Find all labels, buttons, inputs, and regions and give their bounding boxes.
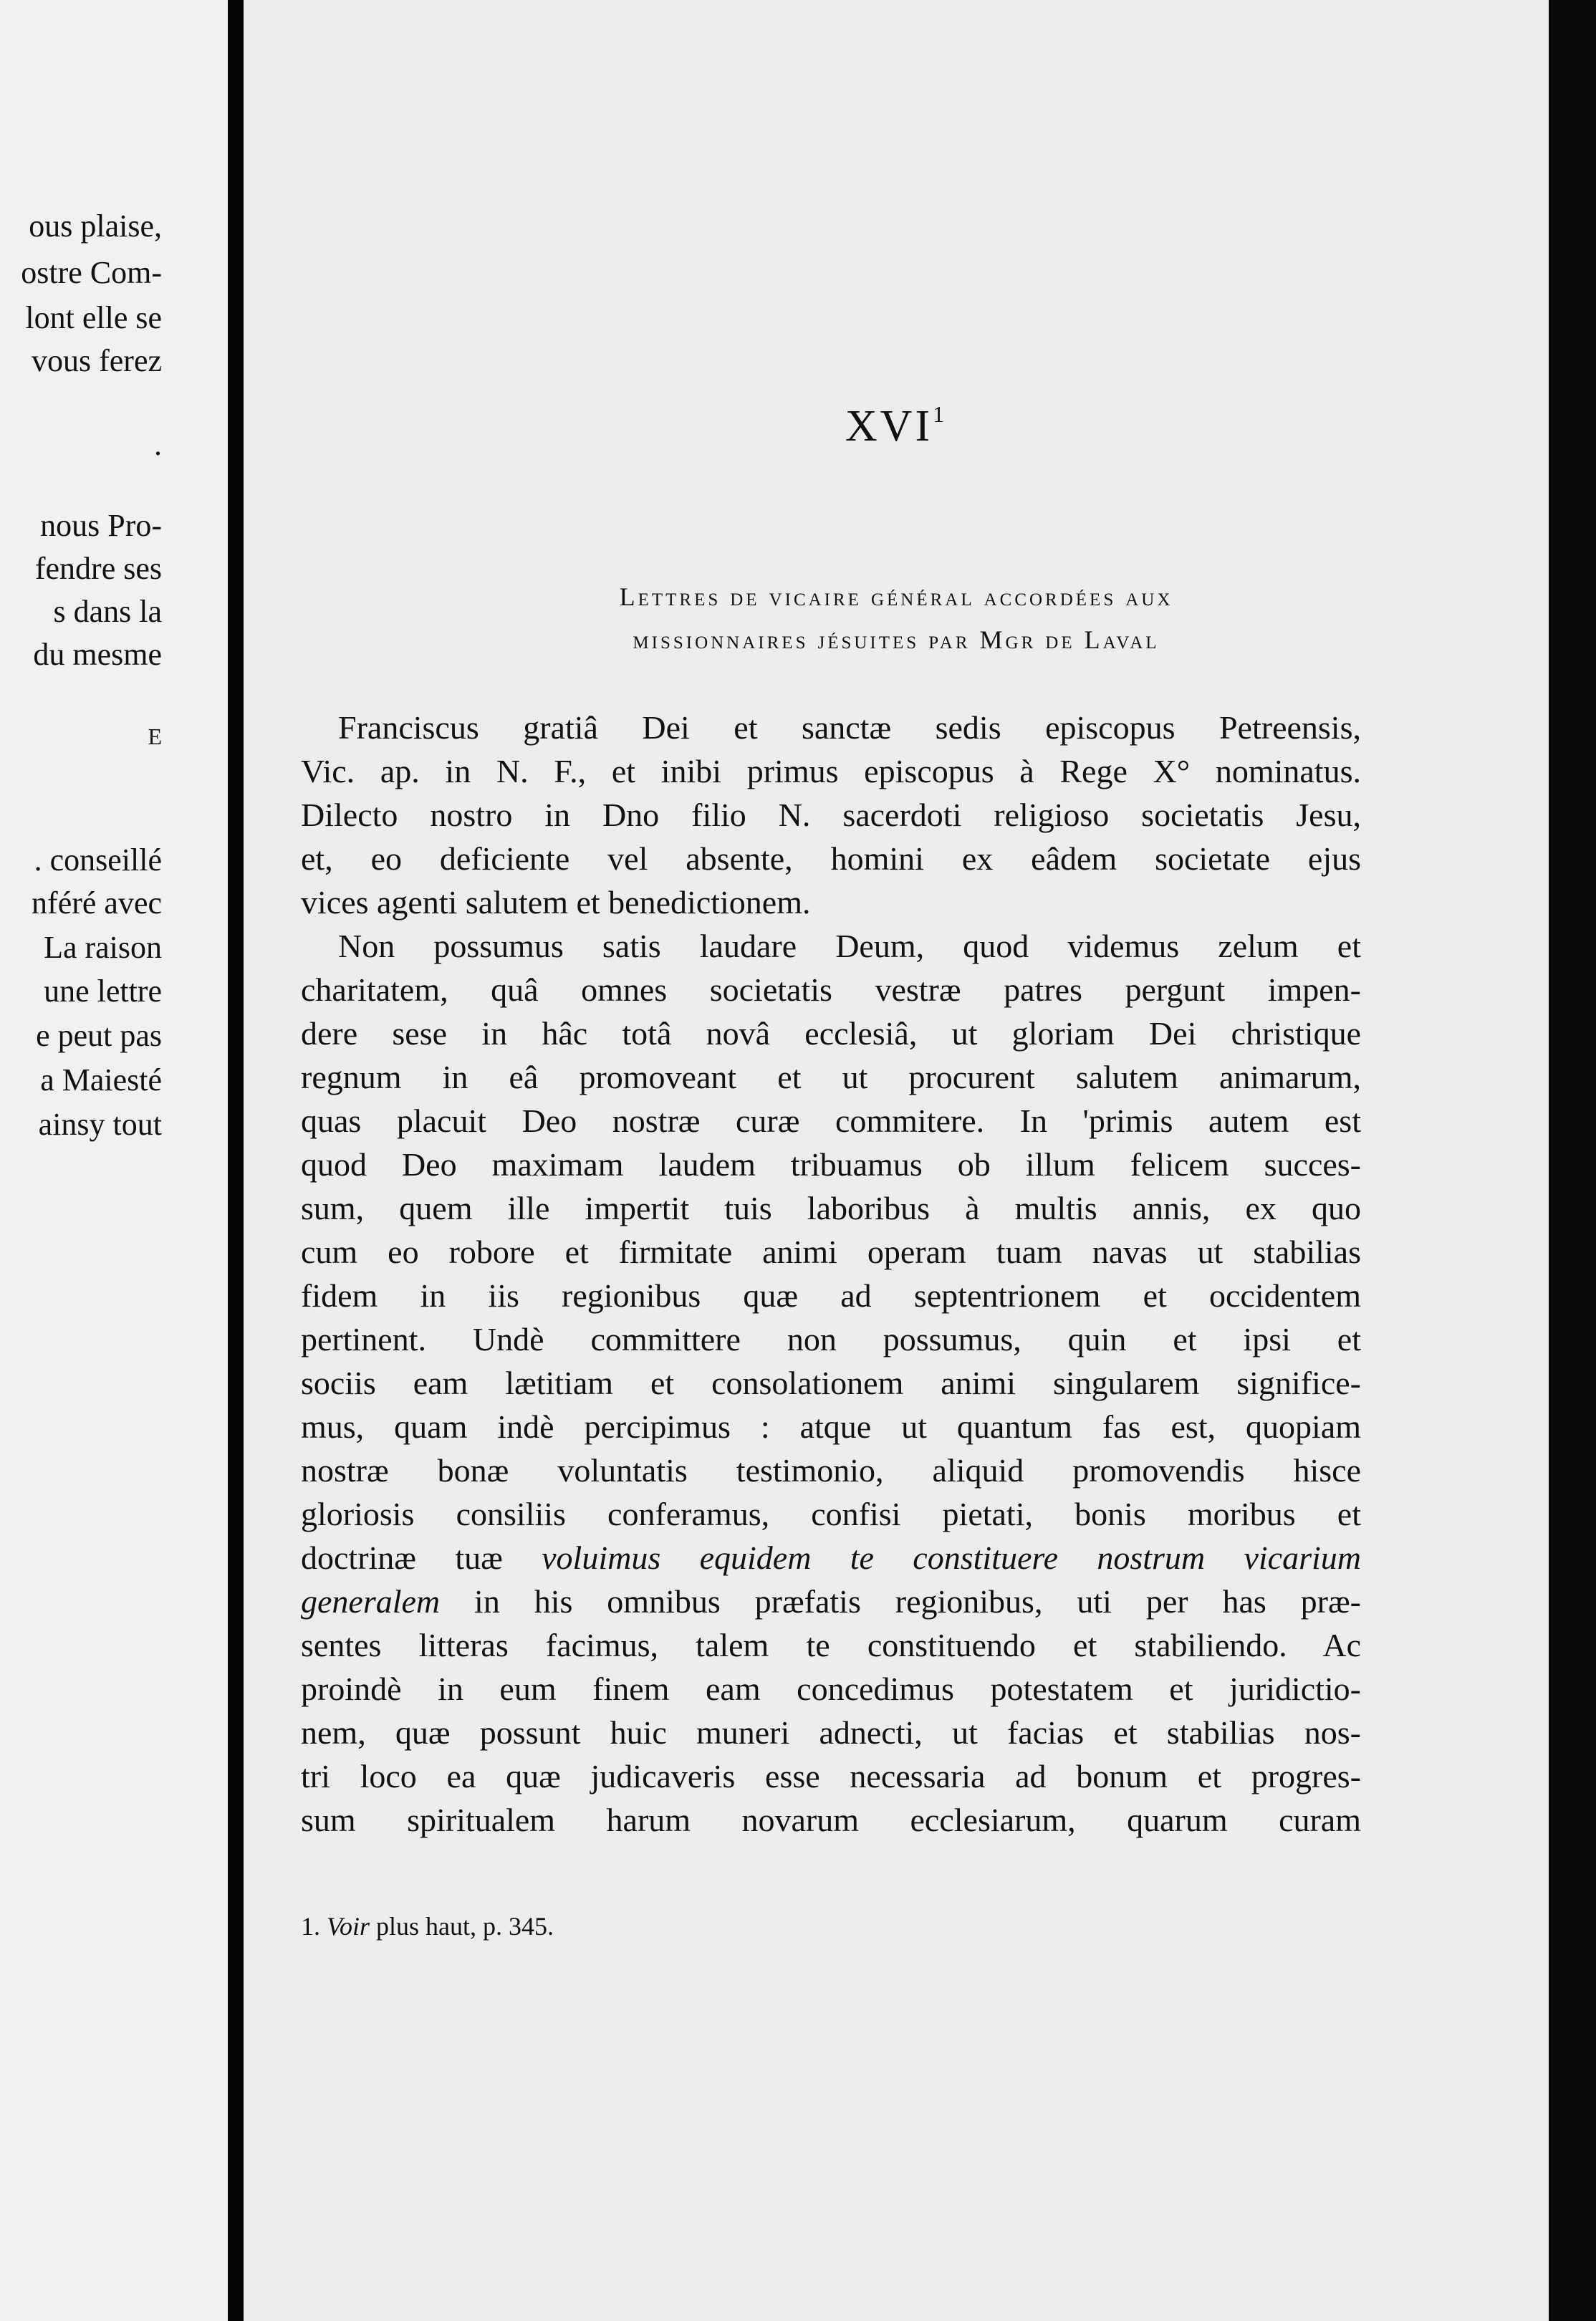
left-page-line: du mesme (33, 637, 162, 672)
chapter-numeral: XVI (845, 402, 933, 451)
page-gutter (228, 0, 244, 2321)
body-line: sociis eam lætitiam et consolationem animi singularem significe- (301, 1365, 1361, 1401)
left-page-line: . (154, 427, 162, 462)
chapter-heading (244, 401, 1549, 452)
footnote-number: 1. (301, 1912, 327, 1941)
left-page-line: ous plaise, (29, 208, 162, 244)
body-line: sum spiritualem harum novarum ecclesiarum, quarum curam (301, 1802, 1361, 1838)
footnote-italic: Voir (327, 1912, 370, 1941)
body-line: gloriosis consiliis conferamus, confisi pietati, bonis moribus et (301, 1496, 1361, 1532)
body-line: quod Deo maximam laudem tribuamus ob illum felicem succes- (301, 1146, 1361, 1183)
body-line: fidem in iis regionibus quæ ad septentrionem et occidentem (301, 1277, 1361, 1314)
left-page-fragment (0, 0, 228, 2321)
body-line: quas placuit Deo nostræ curæ commitere. In 'primis autem est (301, 1102, 1361, 1139)
body-line: nem, quæ possunt huic muneri adnecti, ut facias et stabilias nos- (301, 1714, 1361, 1751)
body-line: Dilecto nostro in Dno filio N. sacerdoti religioso societatis Jesu, (301, 797, 1361, 833)
body-line: nostræ bonæ voluntatis testimonio, aliquid promovendis hisce (301, 1452, 1361, 1489)
left-page-line: nféré avec (32, 885, 162, 921)
body-line: cum eo robore et firmitate animi operam tuam navas ut stabilias (301, 1234, 1361, 1270)
right-page-edge (1549, 0, 1596, 2321)
left-page-line: s dans la (53, 594, 162, 629)
left-page-line: ostre Com- (21, 255, 162, 290)
body-line: dere sese in hâc totâ novâ ecclesiâ, ut gloriam Dei christique (301, 1015, 1361, 1052)
left-page-line: e peut pas (36, 1018, 162, 1053)
body-line: sentes litteras facimus, talem te constituendo et stabiliendo. Ac (301, 1627, 1361, 1663)
body-line: proindè in eum finem eam concedimus potestatem et juridictio- (301, 1671, 1361, 1707)
body-line: vices agenti salutem et benedictionem. (301, 884, 811, 921)
body-line: Vic. ap. in N. F., et inibi primus episcopus à Rege X° nominatus. (301, 753, 1361, 789)
left-page-line: a Maiesté (40, 1062, 162, 1097)
body-line: Non possumus satis laudare Deum, quod videmus zelum et (338, 928, 1361, 964)
left-page-line: une lettre (44, 974, 162, 1009)
footnote (301, 1911, 554, 1941)
body-line: charitatem, quâ omnes societatis vestræ patres pergunt impen- (301, 971, 1361, 1008)
left-page-line: nous Pro- (40, 508, 162, 543)
body-line (301, 1580, 1361, 1623)
body-line-segment: doctrinæ tuæ (301, 1539, 542, 1576)
paragraph-2 (301, 924, 1361, 1842)
subtitle-line-1: Lettres de vicaire général accordées aux (619, 582, 1173, 611)
body-line: regnum in eâ promoveant et ut procurent salutem animarum, (301, 1059, 1361, 1095)
heading-footnote-mark: 1 (933, 401, 948, 427)
body-line: mus, quam indè percipimus : atque ut quantum fas est, quopiam (301, 1408, 1361, 1445)
body-line (301, 1536, 1361, 1580)
body-line-italic-segment: generalem (301, 1583, 441, 1620)
left-page-line: vous ferez (31, 343, 162, 378)
left-page-line: . conseillé (34, 842, 162, 878)
body-line: et, eo deficiente vel absente, homini ex eâdem societate ejus (301, 840, 1361, 877)
footnote-text: plus haut, p. 345. (370, 1912, 554, 1941)
left-page-line: E (148, 724, 162, 749)
subtitle-line-2: missionnaires jésuites par Mgr de Laval (633, 625, 1160, 654)
left-page-line: ainsy tout (38, 1107, 162, 1142)
left-page-line: La raison (44, 930, 162, 965)
body-line: sum, quem ille impertit tuis laboribus à multis annis, ex quo (301, 1190, 1361, 1226)
paragraph-1 (301, 706, 1361, 924)
main-page (244, 0, 1549, 2321)
body-text (301, 706, 1361, 1842)
body-line-segment: in his omnibus præfatis regionibus, uti per has præ- (440, 1583, 1361, 1620)
body-line: Franciscus gratiâ Dei et sanctæ sedis episcopus Petreensis, (338, 709, 1361, 746)
body-line: tri loco ea quæ judicaveris esse necessaria ad bonum et progres- (301, 1758, 1361, 1794)
body-line-italic-segment: voluimus equidem te constituere nostrum vicarium (542, 1539, 1361, 1576)
body-line: pertinent. Undè committere non possumus, quin et ipsi et (301, 1321, 1361, 1357)
left-page-line: fendre ses (34, 551, 162, 586)
left-page-line: lont elle se (25, 300, 162, 335)
